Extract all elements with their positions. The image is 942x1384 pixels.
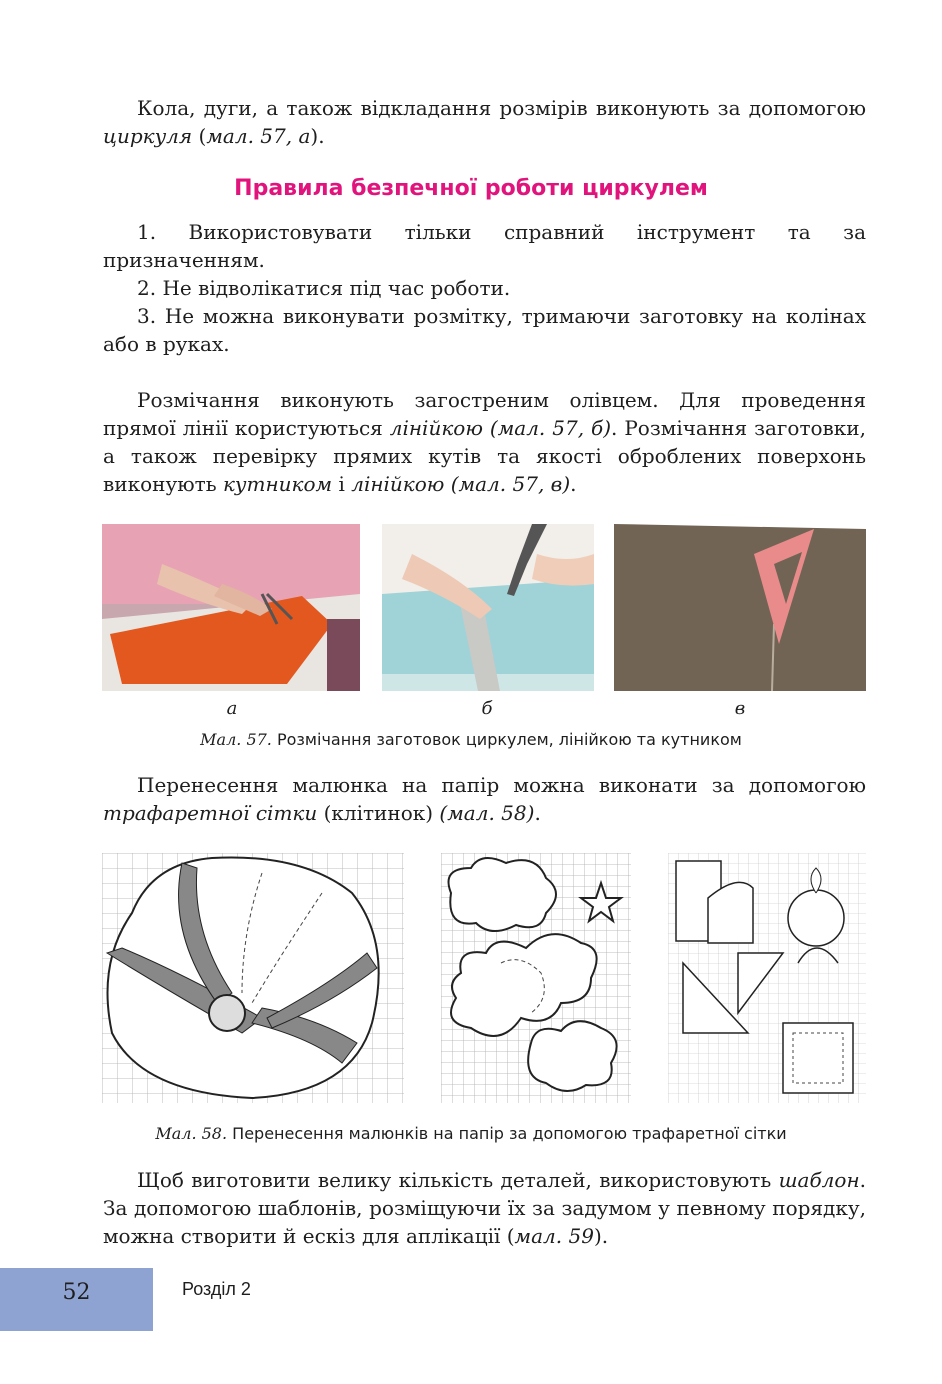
ref-open: ( [192, 124, 207, 148]
grid-patterns-image [668, 853, 866, 1103]
marking-paragraph [103, 386, 866, 498]
term-compass: циркуля [103, 124, 193, 148]
photo-ruler [382, 524, 594, 691]
term-ruler-2: лінійкою (мал. 57, в) [351, 472, 571, 496]
rule-1: 1. Використовувати тільки справний інструмент та за призначенням. [103, 220, 866, 272]
caption-text: Перенесення малюнків на папір за допомогою трафаретної сітки [227, 1124, 787, 1143]
caption-text: Розмічання заготовок циркулем, лінійкою та кутником [271, 730, 742, 749]
intro-text: Кола, дуги, а також відкладання розмірів виконують за допомогою [137, 96, 866, 120]
page-number: 52 [62, 1280, 91, 1305]
photo-square [614, 524, 866, 691]
marking-text-d: . [570, 472, 577, 496]
figure-label-a: а [226, 698, 238, 719]
rule-2: 2. Не відволікатися під час роботи. [137, 276, 511, 300]
caption-ref: Мал. 58. [155, 1124, 228, 1143]
template-text-c: ). [593, 1224, 609, 1248]
grid-text-c: . [534, 801, 541, 825]
figure-58-caption [0, 1124, 942, 1143]
rule-3: 3. Не можна виконувати розмітку, тримаючи заготовку на колінах або в руках. [103, 304, 866, 356]
grid-text-b: (клітинок) [317, 801, 440, 825]
grid-ref: (мал. 58) [439, 801, 535, 825]
figure-label-b: б [481, 698, 493, 719]
ref-close: ). [310, 124, 325, 148]
marking-text-c: і [332, 472, 352, 496]
grid-flower-image [102, 853, 404, 1103]
figure-label-c: в [734, 698, 746, 719]
template-text-b: . За допомогою шаблонів, розміщуючи їх за задумом у певному порядку, можна створити й ескіз для аплікації ( [103, 1168, 866, 1248]
term-square: кутником [222, 472, 333, 496]
grid-clouds-image [441, 853, 631, 1103]
term-template: шаблон [778, 1168, 860, 1192]
section-heading: Правила безпечної роботи циркулем [234, 176, 708, 201]
term-grid: трафаретної сітки [103, 801, 318, 825]
template-paragraph [103, 1166, 866, 1250]
intro-paragraph [103, 94, 866, 150]
photo-compass [102, 524, 360, 691]
figure-57-caption [0, 730, 942, 749]
caption-ref: Мал. 57. [200, 730, 272, 749]
section-label: Розділ 2 [182, 1279, 251, 1299]
template-text-a: Щоб виготовити велику кількість деталей, використовують [137, 1168, 779, 1192]
template-ref: мал. 59 [514, 1224, 594, 1248]
grid-paragraph [103, 771, 866, 827]
marking-text-a: Розмічання виконують загостреним олівцем. Для проведення прямої лінії користуються [103, 388, 866, 440]
grid-text-a: Перенесення малюнка на папір можна виконати за допомогою [137, 773, 866, 797]
figure-ref: мал. 57, а [206, 124, 311, 148]
marking-text-b: . Розмічання заготовки, а також перевірку прямих кутів та якості оброблених поверхонь виконують [103, 416, 866, 496]
term-ruler: лінійкою (мал. 57, б) [389, 416, 612, 440]
